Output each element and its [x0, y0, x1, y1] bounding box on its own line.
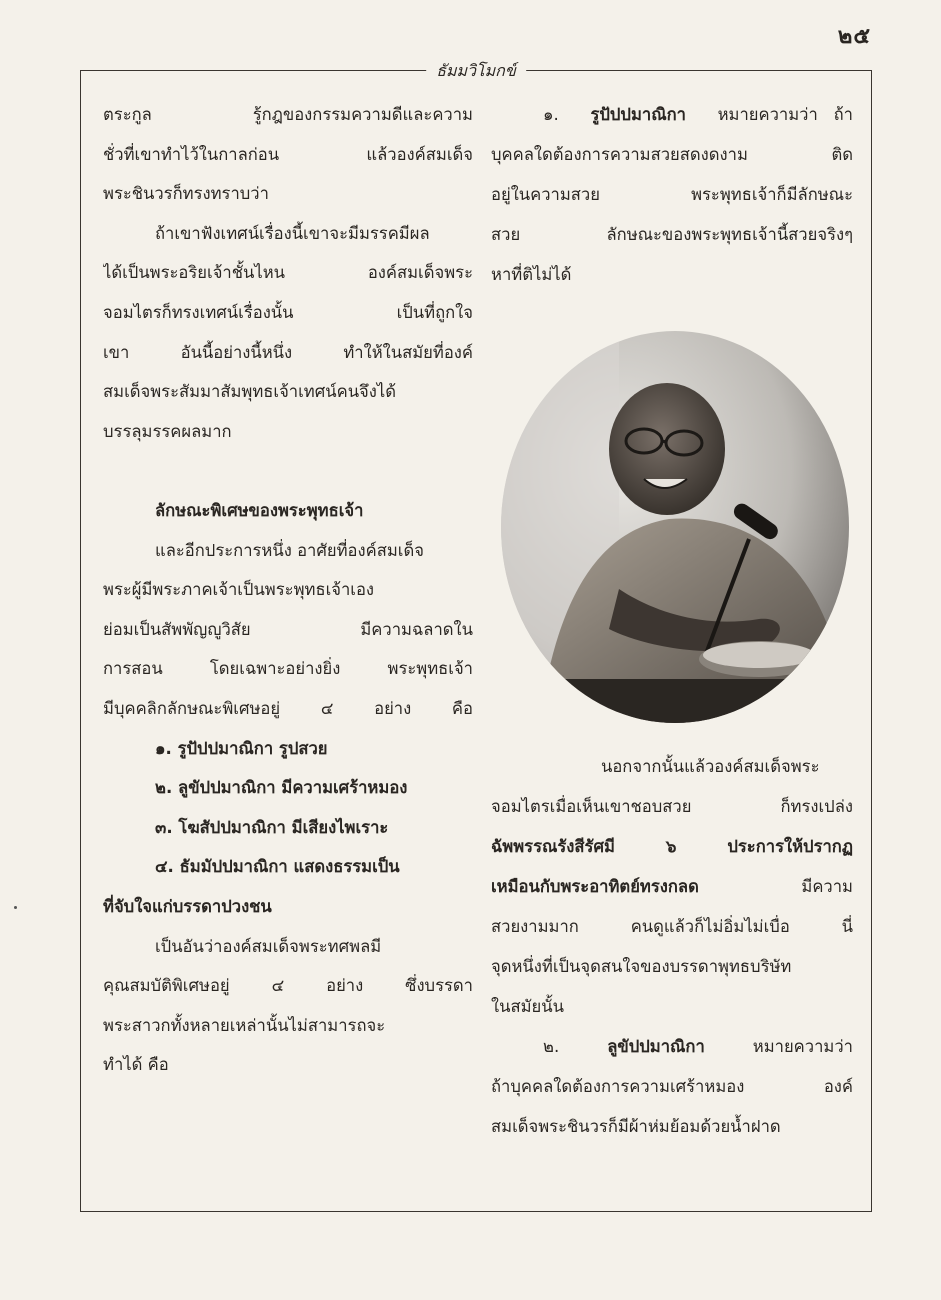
- monk-portrait-image: [499, 329, 851, 725]
- text-line: สวยงามมาก คนดูแล้วก็ไม่อิ่มไม่เบื่อ นี่: [491, 917, 853, 936]
- text-line: จอมไตรก็ทรงเทศน์เรื่องนั้น เป็นที่ถูกใจ: [103, 303, 473, 322]
- text-line: ย่อมเป็นสัพพัญญูวิสัย มีความฉลาดใน: [103, 619, 473, 639]
- text-line: [491, 95, 853, 135]
- text-line: เขา อันนี้อย่างนี้หนึ่ง ทำให้ในสมัยที่องค์: [103, 342, 473, 362]
- text-line: สมเด็จพระชินวรก็มีผ้าห่มย้อมด้วยน้ำฝาด: [491, 1117, 781, 1136]
- term-rupappamanika: รูปัปปมาณิกา: [590, 105, 686, 124]
- stray-mark: [14, 906, 17, 909]
- text-line: จุดหนึ่งที่เป็นจุดสนใจของบรรดาพุทธบริษัท: [491, 957, 792, 976]
- running-title: ธัมมวิโมกข์: [426, 59, 526, 84]
- text-line: ๔. ธัมมัปปมาณิกา แสดงธรรมเป็น: [155, 857, 400, 877]
- text-line: นอกจากนั้นแล้วองค์สมเด็จพระ: [601, 757, 820, 776]
- page-frame: [80, 61, 872, 1212]
- text-line: พระชินวรก็ทรงทราบว่า: [103, 184, 269, 204]
- text-line: ตระกูล รู้กฎของกรรมความดีและความ: [103, 105, 473, 124]
- text-line: ๓. โฆสัปปมาณิกา มีเสียงไพเราะ: [155, 817, 389, 837]
- text-line: เป็นอันว่าองค์สมเด็จพระทศพลมี: [155, 936, 382, 956]
- text-line: พระสาวกทั้งหลายเหล่านั้นไม่สามารถจะ: [103, 1015, 386, 1035]
- text-line: บุคคลใดต้องการความสวยสดงดงาม ติด: [491, 145, 853, 164]
- text-line: ๑. รูปัปปมาณิกา รูปสวย: [155, 738, 328, 758]
- list-number: ๑.: [543, 105, 559, 124]
- text-line: [491, 867, 853, 907]
- text-line: อยู่ในความสวย พระพุทธเจ้าก็มีลักษณะ: [491, 185, 853, 204]
- text-line: ชั่วที่เขาทำไว้ในกาลก่อน แล้วองค์สมเด็จ: [103, 144, 473, 164]
- section-heading: ลักษณะพิเศษของพระพุทธเจ้า: [155, 501, 364, 520]
- text-line: สวย ลักษณะของพระพุทธเจ้านี้สวยจริงๆ: [491, 225, 853, 244]
- text-fragment: มีความ: [801, 877, 853, 896]
- text-line: หาที่ติไม่ได้: [491, 265, 572, 284]
- text-line: พระผู้มีพระภาคเจ้าเป็นพระพุทธเจ้าเอง: [103, 580, 375, 600]
- list-number: ๒.: [543, 1037, 560, 1056]
- text-line: การสอน โดยเฉพาะอย่างยิ่ง พระพุทธเจ้า: [103, 659, 473, 679]
- text-fragment: หมายความว่า: [752, 1037, 853, 1056]
- text-line: คุณสมบัติพิเศษอยู่ ๔ อย่าง ซึ่งบรรดา: [103, 976, 473, 996]
- text-line: ถ้าบุคคลใดต้องการความเศร้าหมอง องค์: [491, 1077, 853, 1096]
- text-line: ในสมัยนั้น: [491, 997, 564, 1016]
- text-line: ทำได้ คือ: [103, 1055, 169, 1075]
- page-number: ๒๕: [837, 24, 871, 49]
- text-line: [491, 1027, 853, 1067]
- text-line: ได้เป็นพระอริยเจ้าชั้นไหน องค์สมเด็จพระ: [103, 263, 473, 283]
- text-line: มีบุคคลิกลักษณะพิเศษอยู่ ๔ อย่าง คือ: [103, 699, 473, 718]
- text-line: และอีกประการหนึ่ง อาศัยที่องค์สมเด็จ: [155, 540, 424, 560]
- text-fragment: เหมือนกับพระอาทิตย์ทรงกลด: [491, 877, 699, 896]
- text-line: ฉัพพรรณรังสีรัศมี ๖ ประการให้ปรากฏ: [491, 837, 853, 856]
- text-line: บรรลุมรรคผลมาก: [103, 421, 232, 441]
- text-line: สมเด็จพระสัมมาสัมพุทธเจ้าเทศน์คนจึงได้: [103, 382, 396, 402]
- text-line: จอมไตรเมื่อเห็นเขาชอบสวย ก็ทรงเปล่ง: [491, 797, 853, 816]
- text-line: ที่จับใจแก่บรรดาปวงชน: [103, 897, 272, 916]
- term-lukhappamanika: ลูขัปปมาณิกา: [607, 1037, 705, 1056]
- text-line: ถ้าเขาฟังเทศน์เรื่องนี้เขาจะมีมรรคมีผล: [155, 223, 430, 243]
- portrait-photo: [499, 329, 851, 725]
- text-line: ๒. ลูขัปปมาณิกา มีความเศร้าหมอง: [155, 778, 408, 798]
- text-line: [103, 451, 473, 491]
- text-fragment: หมายความว่า ถ้า: [717, 105, 853, 124]
